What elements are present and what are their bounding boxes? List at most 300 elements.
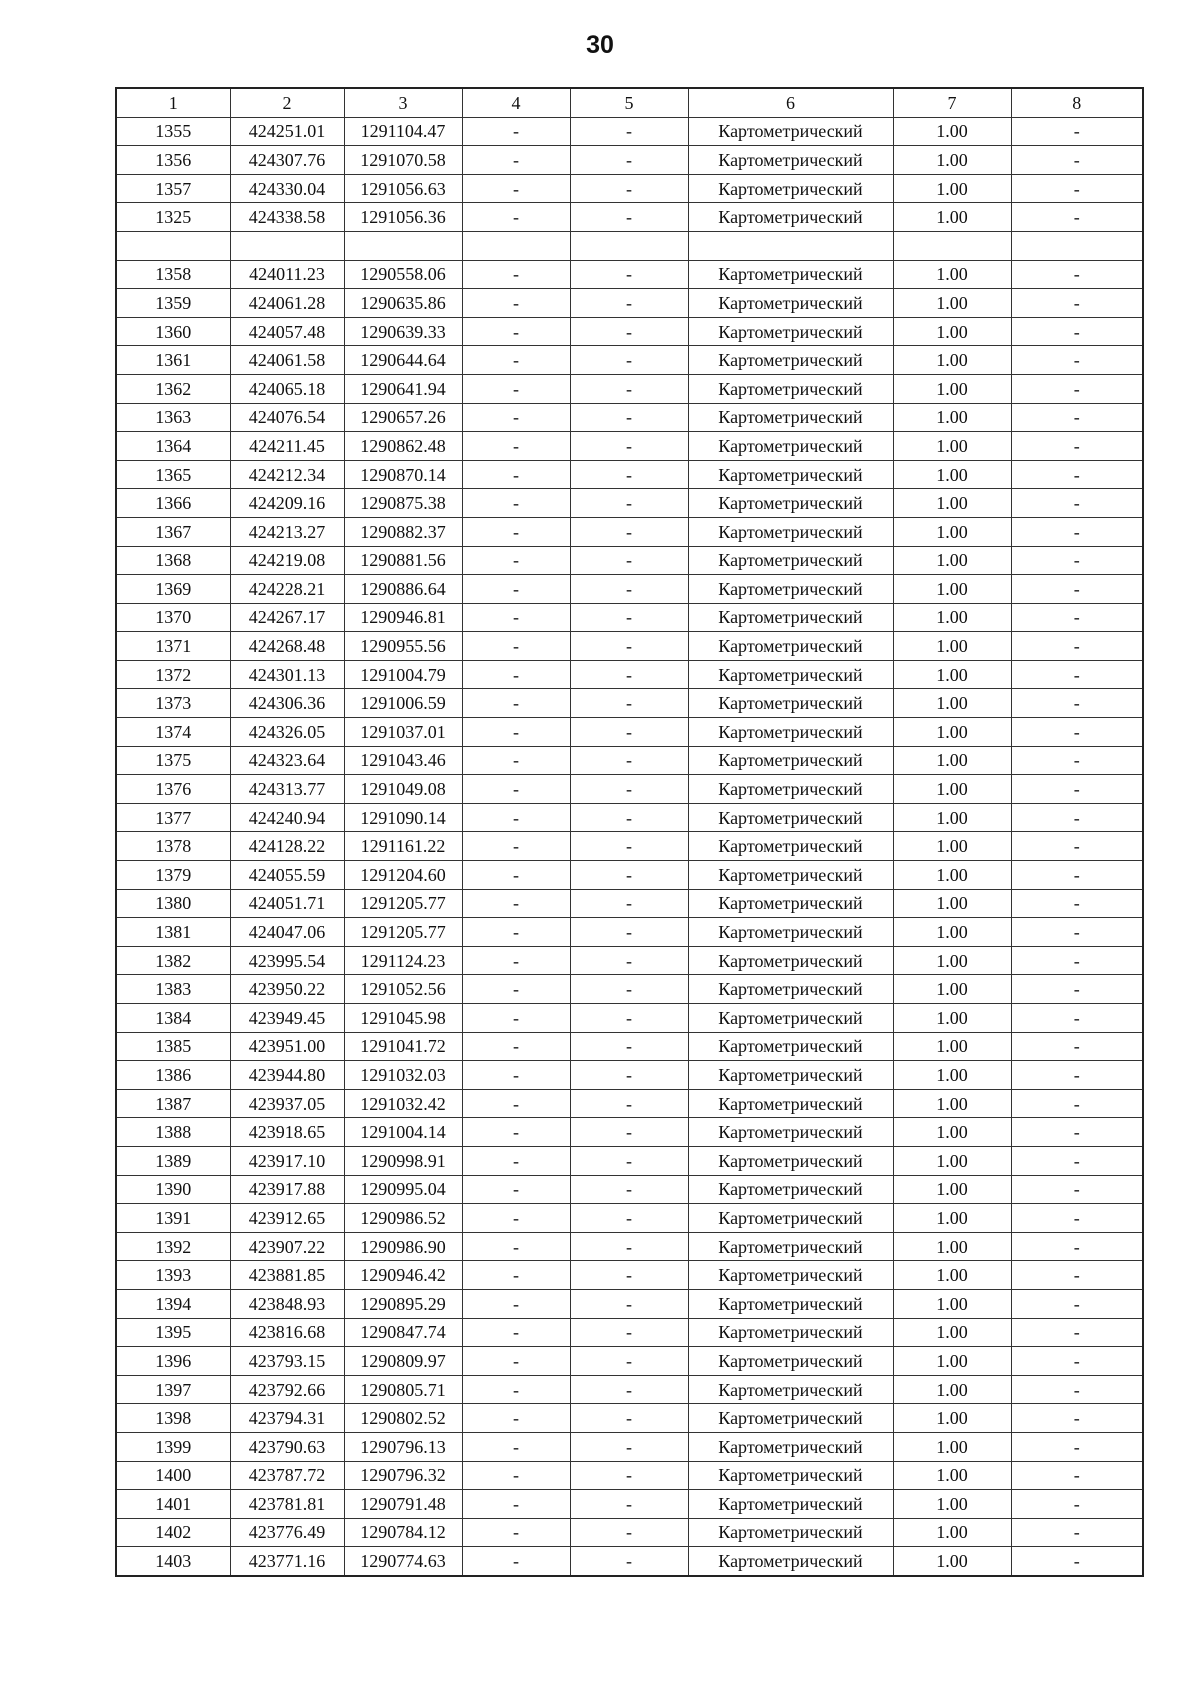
table-cell: - — [1011, 346, 1143, 375]
table-row — [116, 374, 1143, 403]
table-cell: - — [570, 203, 688, 232]
table-cell: 1.00 — [893, 718, 1011, 747]
table-cell: 423950.22 — [230, 975, 344, 1004]
table-cell: - — [570, 575, 688, 604]
table-cell: 1.00 — [893, 660, 1011, 689]
table-cell: Картометрический — [688, 718, 893, 747]
table-cell — [116, 231, 230, 260]
table-cell: 1290809.97 — [344, 1347, 462, 1376]
table-cell: 1.00 — [893, 1461, 1011, 1490]
table-cell: 1362 — [116, 374, 230, 403]
table-cell: 1.00 — [893, 603, 1011, 632]
table-cell: 423907.22 — [230, 1232, 344, 1261]
table-cell: - — [570, 1404, 688, 1433]
table-row — [116, 1175, 1143, 1204]
table-cell: 1290882.37 — [344, 517, 462, 546]
table-cell: 1290635.86 — [344, 289, 462, 318]
table-cell: - — [462, 1461, 570, 1490]
table-cell: Картометрический — [688, 517, 893, 546]
table-cell: 1290805.71 — [344, 1375, 462, 1404]
table-cell: 424128.22 — [230, 832, 344, 861]
table-cell: 424061.28 — [230, 289, 344, 318]
table-cell: - — [1011, 146, 1143, 175]
table-cell: - — [462, 1061, 570, 1090]
table-cell: 1381 — [116, 918, 230, 947]
table-cell: 1.00 — [893, 432, 1011, 461]
table-cell: 1291090.14 — [344, 803, 462, 832]
table-header-row — [116, 88, 1143, 117]
table-cell: 1.00 — [893, 1404, 1011, 1433]
table-cell: 1290644.64 — [344, 346, 462, 375]
table-cell: 1291124.23 — [344, 946, 462, 975]
table-row — [116, 746, 1143, 775]
table-row — [116, 1261, 1143, 1290]
table-cell: Картометрический — [688, 1032, 893, 1061]
table-cell: - — [462, 432, 570, 461]
table-cell: 1.00 — [893, 489, 1011, 518]
table-cell: - — [462, 718, 570, 747]
table-cell: 1401 — [116, 1490, 230, 1519]
table-row — [116, 803, 1143, 832]
table-cell: - — [1011, 1547, 1143, 1576]
table-cell: - — [462, 374, 570, 403]
table-cell: - — [1011, 260, 1143, 289]
table-cell: 1356 — [116, 146, 230, 175]
table-cell: Картометрический — [688, 746, 893, 775]
table-cell: - — [462, 174, 570, 203]
table-cell: 1.00 — [893, 918, 1011, 947]
table-cell: 1.00 — [893, 1004, 1011, 1033]
table-cell: Картометрический — [688, 117, 893, 146]
table-cell: Картометрический — [688, 632, 893, 661]
table-cell: 423917.10 — [230, 1146, 344, 1175]
table-cell: 1.00 — [893, 460, 1011, 489]
table-cell: - — [462, 289, 570, 318]
table-cell: - — [1011, 1490, 1143, 1519]
table-cell: 1291037.01 — [344, 718, 462, 747]
table-cell: 1290986.90 — [344, 1232, 462, 1261]
table-cell: 1290955.56 — [344, 632, 462, 661]
table-cell: 424307.76 — [230, 146, 344, 175]
table-cell: 1.00 — [893, 546, 1011, 575]
table-cell: - — [1011, 975, 1143, 1004]
table-cell: 1364 — [116, 432, 230, 461]
table-cell: 1375 — [116, 746, 230, 775]
table-cell: 423951.00 — [230, 1032, 344, 1061]
table-cell — [893, 231, 1011, 260]
table-row — [116, 432, 1143, 461]
table-cell: Картометрический — [688, 146, 893, 175]
table-cell: 1290946.81 — [344, 603, 462, 632]
table-cell: - — [1011, 889, 1143, 918]
table-cell: - — [570, 1261, 688, 1290]
column-header: 8 — [1011, 88, 1143, 117]
table-cell: Картометрический — [688, 946, 893, 975]
table-cell: 1.00 — [893, 203, 1011, 232]
table-cell: 1290641.94 — [344, 374, 462, 403]
table-cell: 1290791.48 — [344, 1490, 462, 1519]
table-row — [116, 346, 1143, 375]
table-cell: - — [1011, 1404, 1143, 1433]
table-cell: - — [1011, 946, 1143, 975]
table-cell: 1291045.98 — [344, 1004, 462, 1033]
table-cell: - — [570, 1118, 688, 1147]
table-row — [116, 718, 1143, 747]
coordinates-table — [115, 87, 1144, 1577]
table-cell: - — [462, 1432, 570, 1461]
table-cell: 423995.54 — [230, 946, 344, 975]
table-row — [116, 1032, 1143, 1061]
table-cell: - — [1011, 117, 1143, 146]
table-row — [116, 1461, 1143, 1490]
table-cell: - — [1011, 1289, 1143, 1318]
table-cell: 1.00 — [893, 346, 1011, 375]
table-cell: - — [1011, 689, 1143, 718]
table-cell: 1394 — [116, 1289, 230, 1318]
table-cell: - — [570, 1547, 688, 1576]
table-cell: 1374 — [116, 718, 230, 747]
table-row — [116, 1089, 1143, 1118]
table-row — [116, 1404, 1143, 1433]
table-cell: 1290946.42 — [344, 1261, 462, 1290]
table-body — [116, 117, 1143, 1576]
table-cell: Картометрический — [688, 1547, 893, 1576]
table-cell: - — [570, 117, 688, 146]
table-cell: 1357 — [116, 174, 230, 203]
table-cell: 1390 — [116, 1175, 230, 1204]
table-cell: Картометрический — [688, 489, 893, 518]
table-cell: - — [1011, 775, 1143, 804]
table-cell: 423848.93 — [230, 1289, 344, 1318]
table-cell: Картометрический — [688, 861, 893, 890]
table-cell: - — [1011, 460, 1143, 489]
table-cell: - — [1011, 1347, 1143, 1376]
table-cell: - — [1011, 517, 1143, 546]
table-cell: 1.00 — [893, 1261, 1011, 1290]
table-cell: Картометрический — [688, 432, 893, 461]
table-cell: 1.00 — [893, 517, 1011, 546]
table-cell: - — [570, 803, 688, 832]
table-cell: 1290802.52 — [344, 1404, 462, 1433]
table-cell: 1.00 — [893, 146, 1011, 175]
table-cell: - — [462, 975, 570, 1004]
table-cell: 424301.13 — [230, 660, 344, 689]
table-row — [116, 546, 1143, 575]
table-cell: - — [1011, 174, 1143, 203]
table-cell: 1.00 — [893, 946, 1011, 975]
table-row — [116, 1204, 1143, 1233]
table-cell: 1389 — [116, 1146, 230, 1175]
table-cell: 1291004.79 — [344, 660, 462, 689]
table-cell: 1360 — [116, 317, 230, 346]
table-cell: - — [1011, 1146, 1143, 1175]
table-row — [116, 575, 1143, 604]
table-cell: - — [462, 1004, 570, 1033]
table-cell: - — [1011, 403, 1143, 432]
table-cell: 1383 — [116, 975, 230, 1004]
table-cell: 1.00 — [893, 1289, 1011, 1318]
table-cell: 1391 — [116, 1204, 230, 1233]
table-cell: 1372 — [116, 660, 230, 689]
table-cell: - — [570, 603, 688, 632]
table-cell: - — [570, 1032, 688, 1061]
table-cell: - — [570, 317, 688, 346]
table-cell: - — [1011, 1175, 1143, 1204]
table-cell: 1373 — [116, 689, 230, 718]
table-cell: 423912.65 — [230, 1204, 344, 1233]
table-cell: - — [462, 1232, 570, 1261]
table-cell: - — [570, 1518, 688, 1547]
table-cell: - — [1011, 575, 1143, 604]
table-cell: 1.00 — [893, 1089, 1011, 1118]
table-cell: 1380 — [116, 889, 230, 918]
table-cell: 1291104.47 — [344, 117, 462, 146]
table-cell: 1.00 — [893, 117, 1011, 146]
table-row — [116, 260, 1143, 289]
table-cell: Картометрический — [688, 1404, 893, 1433]
table-cell: 1376 — [116, 775, 230, 804]
table-cell: - — [462, 918, 570, 947]
table-row — [116, 1432, 1143, 1461]
table-cell: - — [1011, 432, 1143, 461]
table-cell: 1378 — [116, 832, 230, 861]
table-cell: - — [462, 1318, 570, 1347]
table-cell: 1.00 — [893, 746, 1011, 775]
table-cell: 1290870.14 — [344, 460, 462, 489]
table-cell: - — [462, 1204, 570, 1233]
table-cell: Картометрический — [688, 1004, 893, 1033]
table-cell: 424338.58 — [230, 203, 344, 232]
table-cell: Картометрический — [688, 660, 893, 689]
table-cell: - — [570, 632, 688, 661]
table-row — [116, 403, 1143, 432]
table-cell: 424061.58 — [230, 346, 344, 375]
table-cell: 1370 — [116, 603, 230, 632]
table-cell: Картометрический — [688, 1204, 893, 1233]
table-cell: - — [570, 432, 688, 461]
table-cell: 423937.05 — [230, 1089, 344, 1118]
table-cell: 1291049.08 — [344, 775, 462, 804]
table-cell: - — [462, 1261, 570, 1290]
table-row — [116, 1289, 1143, 1318]
table-cell: 424267.17 — [230, 603, 344, 632]
table-cell: - — [462, 117, 570, 146]
table-cell: 424330.04 — [230, 174, 344, 203]
table-cell: - — [1011, 374, 1143, 403]
table-cell: - — [570, 918, 688, 947]
table-cell: - — [570, 1204, 688, 1233]
table-cell: Картометрический — [688, 203, 893, 232]
table-cell: - — [570, 1175, 688, 1204]
table-cell: 1291070.58 — [344, 146, 462, 175]
table-cell: 424212.34 — [230, 460, 344, 489]
table-cell — [1011, 231, 1143, 260]
table-cell: - — [570, 346, 688, 375]
table-cell: 1402 — [116, 1518, 230, 1547]
table-cell: - — [462, 632, 570, 661]
table-row — [116, 231, 1143, 260]
table-cell: - — [462, 346, 570, 375]
table-cell: - — [570, 489, 688, 518]
table-cell: 1379 — [116, 861, 230, 890]
table-cell: - — [570, 289, 688, 318]
page-number: 30 — [586, 31, 614, 59]
table-row — [116, 603, 1143, 632]
table-cell: - — [462, 260, 570, 289]
table-cell: 1395 — [116, 1318, 230, 1347]
table-cell: - — [570, 1318, 688, 1347]
table-row — [116, 1547, 1143, 1576]
table-row — [116, 517, 1143, 546]
table-cell: - — [462, 746, 570, 775]
column-header: 3 — [344, 88, 462, 117]
table-cell: - — [1011, 1432, 1143, 1461]
table-cell: 424240.94 — [230, 803, 344, 832]
table-cell: - — [570, 1004, 688, 1033]
table-cell: 1.00 — [893, 832, 1011, 861]
table-cell: - — [462, 603, 570, 632]
table-cell: - — [1011, 1061, 1143, 1090]
table-cell: - — [1011, 1518, 1143, 1547]
table-cell: 1.00 — [893, 1432, 1011, 1461]
table-cell: 1291006.59 — [344, 689, 462, 718]
table-cell: 1.00 — [893, 289, 1011, 318]
table-cell: - — [462, 775, 570, 804]
table-cell: 1291043.46 — [344, 746, 462, 775]
table-cell: 1.00 — [893, 889, 1011, 918]
table-cell: Картометрический — [688, 1318, 893, 1347]
table-cell: - — [462, 946, 570, 975]
table-cell: Картометрический — [688, 1518, 893, 1547]
table-cell: - — [462, 1118, 570, 1147]
table-cell: - — [462, 1404, 570, 1433]
table-cell: Картометрический — [688, 1289, 893, 1318]
table-row — [116, 146, 1143, 175]
table-cell: - — [462, 489, 570, 518]
column-header: 4 — [462, 88, 570, 117]
table-row — [116, 1318, 1143, 1347]
table-cell: 1291032.03 — [344, 1061, 462, 1090]
table-cell: 1.00 — [893, 1118, 1011, 1147]
table-cell: - — [1011, 1004, 1143, 1033]
table-cell: - — [462, 889, 570, 918]
table-cell: - — [462, 317, 570, 346]
table-cell: 1358 — [116, 260, 230, 289]
table-cell: - — [462, 546, 570, 575]
column-header: 1 — [116, 88, 230, 117]
table-cell: 1403 — [116, 1547, 230, 1576]
table-cell: - — [570, 1461, 688, 1490]
table-cell: - — [570, 975, 688, 1004]
table-cell: 1325 — [116, 203, 230, 232]
table-cell: Картометрический — [688, 174, 893, 203]
column-header: 6 — [688, 88, 893, 117]
table-cell: Картометрический — [688, 1146, 893, 1175]
table-cell: - — [570, 832, 688, 861]
table-cell: 1361 — [116, 346, 230, 375]
table-cell: Картометрический — [688, 546, 893, 575]
table-cell: 1399 — [116, 1432, 230, 1461]
table-cell: - — [1011, 918, 1143, 947]
table-cell: - — [1011, 861, 1143, 890]
table-cell: - — [462, 689, 570, 718]
table-cell: 1384 — [116, 1004, 230, 1033]
table-cell: 1290847.74 — [344, 1318, 462, 1347]
table-cell: 1.00 — [893, 1347, 1011, 1376]
table-cell: - — [570, 1089, 688, 1118]
table-cell: - — [462, 203, 570, 232]
table-cell: 1.00 — [893, 1547, 1011, 1576]
table-cell — [688, 231, 893, 260]
table-cell: 1393 — [116, 1261, 230, 1290]
table-cell — [462, 231, 570, 260]
table-cell: 1369 — [116, 575, 230, 604]
table-cell — [570, 231, 688, 260]
table-cell: Картометрический — [688, 260, 893, 289]
table-cell: 1392 — [116, 1232, 230, 1261]
table-cell: 423918.65 — [230, 1118, 344, 1147]
table-cell: 1290895.29 — [344, 1289, 462, 1318]
table-cell: - — [570, 1232, 688, 1261]
table-row — [116, 775, 1143, 804]
table-cell: - — [1011, 489, 1143, 518]
table-row — [116, 975, 1143, 1004]
table-cell: - — [462, 146, 570, 175]
table-cell: - — [1011, 203, 1143, 232]
table-cell: - — [462, 460, 570, 489]
table-row — [116, 1118, 1143, 1147]
table-cell: 1290998.91 — [344, 1146, 462, 1175]
table-cell: 424209.16 — [230, 489, 344, 518]
table-cell: - — [1011, 1118, 1143, 1147]
table-cell: - — [570, 517, 688, 546]
table-cell: 1366 — [116, 489, 230, 518]
table-cell: 1355 — [116, 117, 230, 146]
table-cell: 1290558.06 — [344, 260, 462, 289]
table-cell: Картометрический — [688, 889, 893, 918]
table-cell: Картометрический — [688, 775, 893, 804]
table-cell: 1.00 — [893, 1518, 1011, 1547]
table-cell: - — [1011, 1204, 1143, 1233]
table-cell: 424055.59 — [230, 861, 344, 890]
table-cell: 1291052.56 — [344, 975, 462, 1004]
table-cell: - — [1011, 803, 1143, 832]
table-cell: 1368 — [116, 546, 230, 575]
table-cell: - — [462, 1089, 570, 1118]
table-cell: 1363 — [116, 403, 230, 432]
table-row — [116, 1146, 1143, 1175]
table-cell: 1.00 — [893, 1146, 1011, 1175]
table-cell: 1.00 — [893, 575, 1011, 604]
table-cell: 423917.88 — [230, 1175, 344, 1204]
table-cell: 1.00 — [893, 374, 1011, 403]
table-cell: 423944.80 — [230, 1061, 344, 1090]
table-cell: 1371 — [116, 632, 230, 661]
table-cell: Картометрический — [688, 1347, 893, 1376]
table-cell: 423790.63 — [230, 1432, 344, 1461]
table-cell — [230, 231, 344, 260]
table-cell: 423776.49 — [230, 1518, 344, 1547]
table-cell: 1386 — [116, 1061, 230, 1090]
table-cell: 1291032.42 — [344, 1089, 462, 1118]
column-header: 7 — [893, 88, 1011, 117]
table-cell: Картометрический — [688, 832, 893, 861]
table-cell: - — [1011, 1089, 1143, 1118]
table-cell: 423793.15 — [230, 1347, 344, 1376]
table-cell: - — [462, 832, 570, 861]
table-cell: - — [570, 718, 688, 747]
table-row — [116, 861, 1143, 890]
